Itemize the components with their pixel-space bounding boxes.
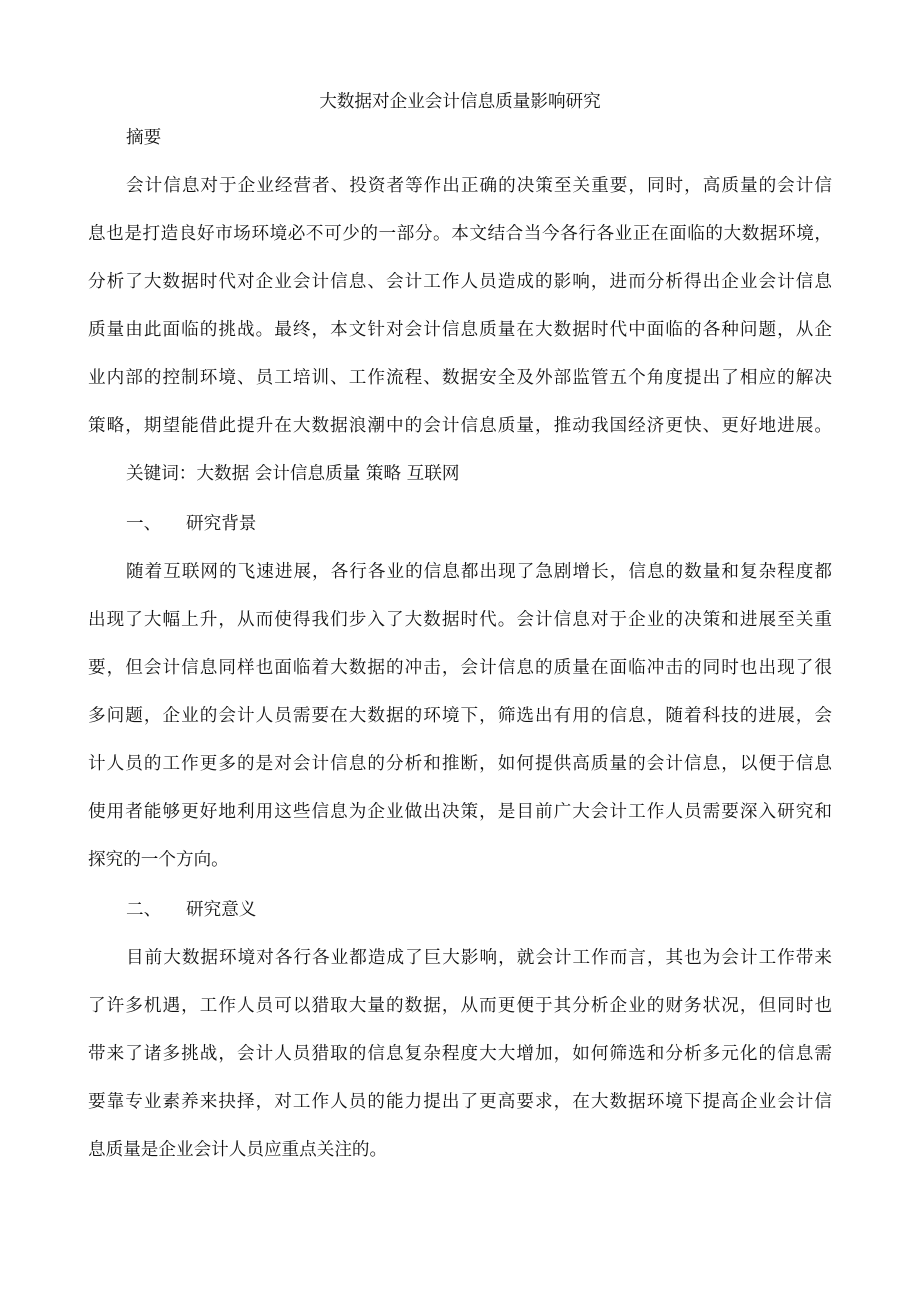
paragraph-line: 计人员的工作更多的是对会计信息的分析和推断，如何提供高质量的会计信息，以便于信息: [88, 754, 832, 774]
paragraph-line: 出现了大幅上升，从而使得我们步入了大数据时代。会计信息对于企业的决策和进展至关重: [88, 610, 832, 630]
paragraph-line: 探究的一个方向。: [88, 850, 229, 870]
paragraph-line: 多问题，企业的会计人员需要在大数据的环境下，筛选出有用的信息，随着科技的进展，会: [88, 706, 832, 726]
section-title: 研究背景: [186, 514, 257, 534]
section-number: 二、: [126, 900, 162, 920]
abstract-line: 业内部的控制环境、员工培训、工作流程、数据安全及外部监管五个角度提出了相应的解决: [88, 368, 832, 388]
paragraph-line: 要靠专业素养来抉择，对工作人员的能力提出了更高要求，在大数据环境下提高企业会计信: [88, 1092, 832, 1112]
keywords-line: 关键词：大数据 会计信息质量 策略 互联网: [126, 464, 460, 484]
abstract-line: 息也是打造良好市场环境必不可少的一部分。本文结合当今各行各业正在面临的大数据环境，: [88, 224, 832, 244]
paragraph-line: 要，但会计信息同样也面临着大数据的冲击，会计信息的质量在面临冲击的同时也出现了很: [88, 658, 832, 678]
paragraph-line: 使用者能够更好地利用这些信息为企业做出决策，是目前广大会计工作人员需要深入研究和: [88, 802, 832, 822]
paragraph-line: 了许多机遇，工作人员可以猎取大量的数据，从而更便于其分析企业的财务状况，但同时也: [88, 996, 832, 1016]
abstract-line: 分析了大数据时代对企业会计信息、会计工作人员造成的影响，进而分析得出企业会计信息: [88, 272, 832, 292]
abstract-line: 质量由此面临的挑战。最终，本文针对会计信息质量在大数据时代中面临的各种问题，从企: [88, 320, 832, 340]
section-title: 研究意义: [186, 900, 257, 920]
paragraph-line: 带来了诸多挑战，会计人员猎取的信息复杂程度大大增加，如何筛选和分析多元化的信息需: [88, 1044, 832, 1064]
paragraph-line: 随着互联网的飞速进展，各行各业的信息都出现了急剧增长，信息的数量和复杂程度都: [126, 562, 832, 582]
section-number: 一、: [126, 514, 162, 534]
abstract-label: 摘要: [126, 128, 162, 148]
abstract-line: 会计信息对于企业经营者、投资者等作出正确的决策至关重要，同时，高质量的会计信: [126, 176, 832, 196]
document-title: 大数据对企业会计信息质量影响研究: [319, 92, 601, 112]
paragraph-line: 息质量是企业会计人员应重点关注的。: [88, 1140, 388, 1160]
paragraph-line: 目前大数据环境对各行各业都造成了巨大影响，就会计工作而言，其也为会计工作带来: [126, 948, 832, 968]
abstract-line: 策略，期望能借此提升在大数据浪潮中的会计信息质量，推动我国经济更快、更好地进展。: [88, 416, 832, 436]
